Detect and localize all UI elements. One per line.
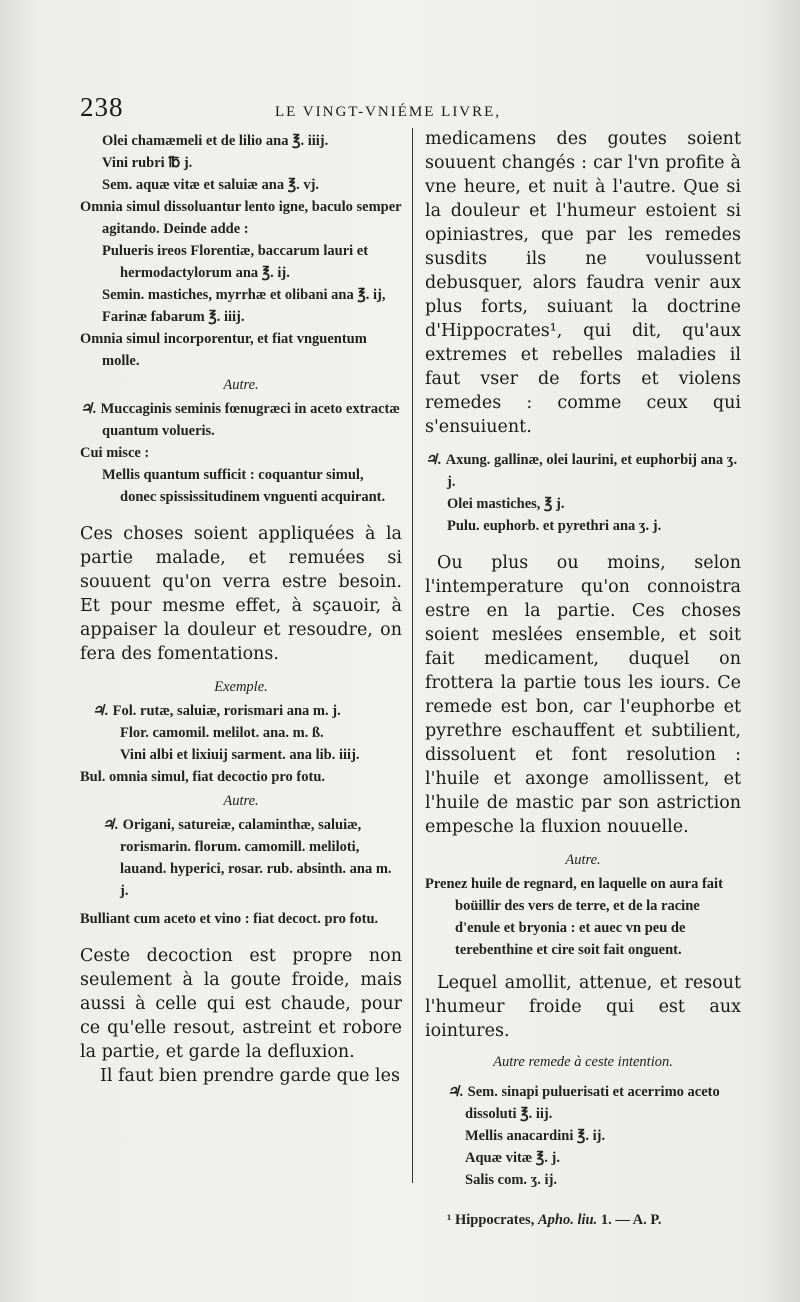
footnote-marker: ¹ [447,1212,452,1228]
recipe-text: Fol. rutæ, saluiæ, rorismari ana m. j. [112,703,341,719]
recipe-line: Pulu. euphorb. et pyrethri ana ʒ. j. [447,518,662,534]
right-column [425,127,741,1231]
column-divider [412,128,413,1183]
recipe-text: Muccaginis seminis fœnugræci in aceto extractæ quantum volueris. [100,401,400,439]
recipe-line: Vini albi et lixiuij sarment. ana lib. iiij. [120,747,360,763]
body-paragraph: Lequel amollit, attenue, et resout l'humeur froide qui est aux iointures. [425,973,741,1041]
recipe-symbol-icon: ♃. [102,817,119,833]
page-header [80,92,780,126]
running-title: LE VINGT-VNIÉME LIVRE, [275,104,502,120]
recipe-line [80,398,402,442]
recipe-symbol-icon: ♃. [425,452,442,468]
recipe-instruction: Bulliant cum aceto et vino : fiat decoct. pro fotu. [80,911,379,927]
recipe-instruction: Cui misce : [80,445,150,461]
recipe-line: Olei chamæmeli et de lilio ana ℥. iiij. [102,133,329,149]
recipe-line: Salis com. ʒ. ij. [465,1172,558,1188]
recipe-symbol-icon: ♃. [80,401,97,417]
recipe-line: Mellis quantum sufficit : coquantur simul, donec spississitudinem vnguenti acquirant. [102,467,386,505]
recipe-line [80,700,402,722]
section-heading: Autre. [223,793,259,809]
footnote-reference: Apho. liu. [537,1212,598,1228]
section-heading: Exemple. [214,679,268,695]
recipe-line: Flor. camomil. melilot. ana. m. ß. [120,725,324,741]
footnote-text: Hippocrates, [454,1212,535,1228]
footnote [425,1209,741,1231]
recipe-line: Farinæ fabarum ℥. iiij. [102,309,245,325]
recipe-instruction: Omnia simul dissoluantur lento igne, baculo semper agitando. Deinde adde : [80,199,402,237]
recipe-line [80,814,402,902]
footnote-end: 1. — A. P. [600,1212,662,1228]
page-number: 238 [80,92,124,122]
recipe-instruction: Omnia simul incorporentur, et fiat vnguentum molle. [80,331,367,369]
recipe-text: Sem. sinapi puluerisati et acerrimo aceto dissoluti ℥. iij. [465,1084,720,1122]
body-paragraph: medicamens des goutes soient souuent changés : car l'vn profite à vne heure, et nuit à l'autre. Que si la douleur et l'humeur estoient si opiniastres, que par les remedes susdits ils ne voulussent debusquer, alors faudra venir aux plus forts, suiuant la doctrine d'Hippocrates¹, qui dit, qu'aux extremes et rebelles maladies il faut vser de forts et violens remedes : comme ceux qui s'ensuiuent. [425,129,741,437]
recipe-line: Semin. mastiches, myrrhæ et olibani ana ℥. ij, [102,287,386,303]
recipe-line: Pulueris ireos Florentiæ, baccarum lauri et hermodactylorum ana ℥. ij. [102,243,369,281]
recipe-note: Prenez huile de regnard, en laquelle on aura fait boüillir des vers de terre, et de la racine d'enule et bryonia : et auec vn peu de terebenthine et cire soit fait onguent. [425,876,723,958]
recipe-line: Vini rubri ℔ j. [102,155,193,171]
recipe-line: Sem. aquæ vitæ et saluiæ ana ℥. vj. [102,177,320,193]
left-column [80,130,402,1088]
recipe-line [425,1081,741,1125]
recipe-line: Olei mastiches, ℥ j. [447,496,565,512]
section-heading: Autre. [565,852,601,868]
body-paragraph: Ou plus ou moins, selon l'intemperature qu'on connoistra estre en la partie. Ces choses soient meslées ensemble, et soit fait medicament, duquel on frottera la partie tous les iours. Ce remede est bon, car l'euphorbe et pyrethre eschauffent et subtilient, dissoluent et font resolution : l'huile et axonge amollissent, et l'huile de mastic par son astriction empesche la fluxion nouuelle. [425,553,741,837]
recipe-text: Axung. gallinæ, olei laurini, et euphorbij ana ʒ. j. [445,452,738,490]
recipe-line: Mellis anacardini ℥. ij. [465,1128,606,1144]
recipe-text: Origani, satureiæ, calaminthæ, saluiæ, rorismarin. florum. camomill. meliloti, lauand. hyperici, rosar. rub. absinth. ana m. j. [120,817,392,899]
recipe-line: Aquæ vitæ ℥. j. [465,1150,560,1166]
recipe-symbol-icon: ♃. [92,703,109,719]
section-heading: Autre. [223,377,259,393]
recipe-symbol-icon: ♃. [447,1084,464,1100]
body-paragraph: Ceste decoction est propre non seulement à la goute froide, mais aussi à celle qui est chaude, pour ce qu'elle resout, astreint et robore la partie, et garde la defluxion. [80,946,402,1062]
body-paragraph: Ces choses soient appliquées à la partie malade, et remuées si souuent qu'on verra estre besoin. Et pour mesme effet, à sçauoir, à appaiser la douleur et resoudre, on fera des fomentations. [80,524,402,664]
section-heading: Autre remede à ceste intention. [493,1054,673,1070]
recipe-instruction: Bul. omnia simul, fiat decoctio pro fotu. [80,769,326,785]
body-paragraph: Il faut bien prendre garde que les [100,1066,400,1086]
recipe-line [425,449,741,493]
